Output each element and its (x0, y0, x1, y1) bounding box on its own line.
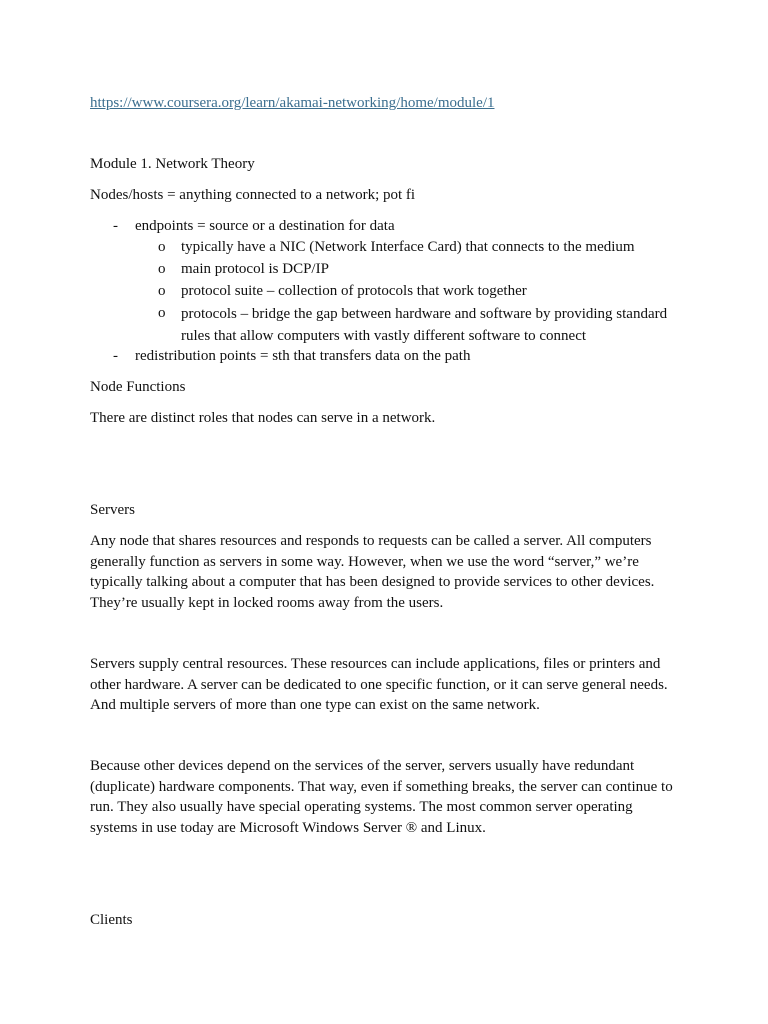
node-functions-text: There are distinct roles that nodes can serve in a network. (90, 410, 436, 426)
sub-bullet-protocol-suite: protocol suite – collection of protocols that work together (181, 283, 527, 299)
sub-bullet-mark: o (158, 283, 166, 299)
servers-heading: Servers (90, 502, 135, 518)
sub-bullet-protocol: main protocol is DCP/IP (181, 261, 329, 277)
sub-bullet-nic: typically have a NIC (Network Interface Card) that connects to the medium (181, 239, 635, 255)
module-title: Module 1. Network Theory (90, 156, 255, 172)
servers-paragraph-1: Any node that shares resources and responds to requests can be called a server. All computers generally function as servers in some way. However, when we use the word “server,” we’re typically talking about a computer that has been designed to provide services to other devices. They’re usually kept in locked rooms away from the users. (90, 533, 655, 611)
sub-bullet-protocols: protocols – bridge the gap between hardware and software by providing standard rules that allow computers with vastly different software to connect (181, 306, 668, 344)
sub-bullet-mark: o (158, 305, 166, 321)
bullet-redistribution: redistribution points = sth that transfers data on the path (135, 348, 471, 364)
bullet-endpoints: endpoints = source or a destination for data (135, 218, 395, 234)
sub-bullet-mark: o (158, 261, 166, 277)
servers-paragraph-2: Servers supply central resources. These resources can include applications, files or printers and other hardware. A server can be dedicated to one specific function, or it can serve general needs. And multiple servers of more than one type can exist on the same network. (90, 656, 668, 713)
bullet-dash: - (113, 218, 118, 234)
node-functions-heading: Node Functions (90, 379, 186, 395)
coursera-module-link[interactable]: https://www.coursera.org/learn/akamai-networking/home/module/1 (90, 95, 495, 111)
clients-heading: Clients (90, 912, 133, 928)
servers-paragraph-3: Because other devices depend on the services of the server, servers usually have redundant (duplicate) hardware components. That way, even if something breaks, the server can continue to run. They also usually have special operating systems. The most common server operating systems in use today are Microsoft Windows Server ® and Linux. (90, 758, 673, 836)
sub-bullet-mark: o (158, 239, 166, 255)
bullet-dash: - (113, 348, 118, 364)
nodes-hosts-line: Nodes/hosts = anything connected to a network; pot fi (90, 187, 416, 203)
